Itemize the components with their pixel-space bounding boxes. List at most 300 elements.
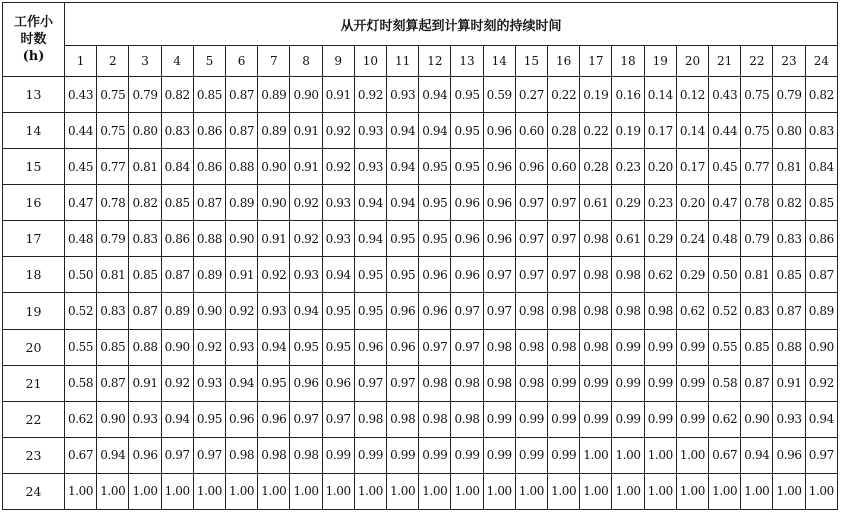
value-cell: 0.98 [226,437,258,473]
value-cell: 0.93 [773,401,805,437]
value-cell: 0.48 [65,221,97,257]
value-cell: 0.43 [709,77,741,113]
value-cell: 0.96 [419,257,451,293]
table-row [3,365,838,401]
column-header: 17 [580,46,612,77]
value-cell: 0.96 [387,293,419,329]
value-cell: 0.62 [709,401,741,437]
value-cell: 1.00 [644,473,676,509]
value-cell: 0.92 [193,329,225,365]
value-cell: 0.91 [773,365,805,401]
value-cell: 0.86 [193,149,225,185]
value-cell: 0.93 [354,113,386,149]
value-cell: 0.99 [515,401,547,437]
value-cell: 0.44 [709,113,741,149]
value-cell: 0.92 [322,149,354,185]
value-cell: 0.98 [387,401,419,437]
column-header: 8 [290,46,322,77]
value-cell: 0.90 [226,221,258,257]
column-header: 5 [193,46,225,77]
value-cell: 0.62 [65,401,97,437]
table-row [3,257,838,293]
value-cell: 0.12 [676,77,708,113]
value-cell: 0.91 [226,257,258,293]
value-cell: 1.00 [258,473,290,509]
value-cell: 0.99 [483,401,515,437]
value-cell: 1.00 [676,437,708,473]
column-header: 10 [354,46,386,77]
column-header: 23 [773,46,805,77]
value-cell: 0.58 [65,365,97,401]
row-hours-cell: 24 [3,473,65,509]
value-cell: 0.99 [419,437,451,473]
value-cell: 1.00 [226,473,258,509]
value-cell: 0.62 [644,257,676,293]
value-cell: 0.98 [258,437,290,473]
row-hours-cell: 23 [3,437,65,473]
value-cell: 0.89 [226,185,258,221]
value-cell: 0.97 [193,437,225,473]
value-cell: 0.61 [612,221,644,257]
value-cell: 0.95 [354,293,386,329]
value-cell: 0.98 [548,329,580,365]
value-cell: 0.86 [805,221,837,257]
value-cell: 1.00 [773,473,805,509]
value-cell: 0.95 [193,401,225,437]
value-cell: 1.00 [483,473,515,509]
column-header: 21 [709,46,741,77]
value-cell: 0.95 [451,77,483,113]
column-header: 3 [129,46,161,77]
column-header: 7 [258,46,290,77]
value-cell: 0.98 [483,365,515,401]
value-cell: 1.00 [515,473,547,509]
value-cell: 0.83 [161,113,193,149]
value-cell: 0.99 [676,365,708,401]
value-cell: 0.98 [612,257,644,293]
value-cell: 0.22 [548,77,580,113]
value-cell: 0.99 [387,437,419,473]
value-cell: 0.43 [65,77,97,113]
value-cell: 0.98 [612,293,644,329]
value-cell: 0.85 [161,185,193,221]
value-cell: 1.00 [709,473,741,509]
value-cell: 0.89 [258,113,290,149]
corner-line-1: 工作小 [13,15,53,30]
value-cell: 0.90 [741,401,773,437]
value-cell: 0.89 [805,293,837,329]
value-cell: 0.98 [548,293,580,329]
value-cell: 0.60 [515,113,547,149]
value-cell: 0.55 [709,329,741,365]
table-row [3,473,838,509]
value-cell: 0.98 [451,401,483,437]
table-row [3,113,838,149]
value-cell: 1.00 [97,473,129,509]
column-header: 24 [805,46,837,77]
value-cell: 0.77 [741,149,773,185]
value-cell: 1.00 [741,473,773,509]
value-cell: 0.61 [580,185,612,221]
value-cell: 0.91 [290,149,322,185]
value-cell: 0.94 [419,77,451,113]
value-cell: 0.99 [580,365,612,401]
value-cell: 0.52 [65,293,97,329]
value-cell: 0.94 [387,185,419,221]
value-cell: 0.29 [644,221,676,257]
value-cell: 0.95 [419,149,451,185]
value-cell: 0.99 [483,437,515,473]
value-cell: 0.97 [548,257,580,293]
value-cell: 0.91 [258,221,290,257]
value-cell: 1.00 [580,473,612,509]
value-cell: 0.98 [515,329,547,365]
value-cell: 0.86 [161,221,193,257]
value-cell: 0.96 [483,113,515,149]
value-cell: 0.96 [258,401,290,437]
value-cell: 0.98 [515,365,547,401]
value-cell: 0.95 [451,113,483,149]
value-cell: 0.98 [580,221,612,257]
value-cell: 0.17 [676,149,708,185]
value-cell: 0.99 [515,437,547,473]
value-cell: 0.94 [161,401,193,437]
value-cell: 0.94 [226,365,258,401]
value-cell: 0.28 [548,113,580,149]
column-header: 12 [419,46,451,77]
value-cell: 0.97 [483,257,515,293]
value-cell: 1.00 [580,437,612,473]
table-row [3,221,838,257]
value-cell: 0.85 [129,257,161,293]
value-cell: 0.78 [97,185,129,221]
value-cell: 0.48 [709,221,741,257]
value-cell: 0.81 [97,257,129,293]
value-cell: 0.91 [322,77,354,113]
value-cell: 0.93 [290,257,322,293]
value-cell: 0.94 [322,257,354,293]
value-cell: 0.55 [65,329,97,365]
value-cell: 0.95 [354,257,386,293]
row-hours-cell: 17 [3,221,65,257]
value-cell: 0.97 [387,365,419,401]
value-cell: 0.85 [193,77,225,113]
value-cell: 0.94 [354,221,386,257]
value-cell: 0.92 [258,257,290,293]
value-cell: 0.90 [805,329,837,365]
value-cell: 0.97 [290,401,322,437]
value-cell: 0.93 [322,221,354,257]
value-cell: 0.97 [419,329,451,365]
value-cell: 0.19 [612,113,644,149]
value-cell: 1.00 [419,473,451,509]
value-cell: 0.81 [773,149,805,185]
value-cell: 1.00 [548,473,580,509]
value-cell: 0.92 [161,365,193,401]
value-cell: 0.98 [451,365,483,401]
row-hours-cell: 21 [3,365,65,401]
column-header: 6 [226,46,258,77]
value-cell: 0.94 [387,113,419,149]
value-cell: 0.84 [161,149,193,185]
value-cell: 0.97 [354,365,386,401]
value-cell: 0.89 [258,77,290,113]
row-hours-cell: 19 [3,293,65,329]
value-cell: 0.96 [451,185,483,221]
value-cell: 0.27 [515,77,547,113]
value-cell: 0.79 [129,77,161,113]
value-cell: 0.87 [226,77,258,113]
value-cell: 1.00 [65,473,97,509]
value-cell: 0.95 [258,365,290,401]
value-cell: 0.75 [741,77,773,113]
value-cell: 0.85 [741,329,773,365]
value-cell: 0.99 [612,365,644,401]
value-cell: 0.87 [193,185,225,221]
table-body [3,77,838,510]
value-cell: 0.98 [580,257,612,293]
value-cell: 0.60 [548,149,580,185]
value-cell: 0.96 [129,437,161,473]
value-cell: 0.16 [612,77,644,113]
value-cell: 0.95 [322,329,354,365]
column-header: 11 [387,46,419,77]
value-cell: 0.82 [161,77,193,113]
value-cell: 0.92 [354,77,386,113]
value-cell: 0.82 [805,77,837,113]
row-hours-cell: 16 [3,185,65,221]
value-cell: 0.87 [226,113,258,149]
value-cell: 0.99 [644,329,676,365]
value-cell: 0.95 [419,185,451,221]
value-cell: 0.23 [644,185,676,221]
value-cell: 0.98 [644,293,676,329]
value-cell: 0.99 [548,437,580,473]
value-cell: 0.96 [387,329,419,365]
value-cell: 0.99 [644,401,676,437]
row-hours-cell: 20 [3,329,65,365]
value-cell: 0.90 [258,149,290,185]
lighting-coefficient-table [2,2,838,510]
value-cell: 1.00 [161,473,193,509]
value-cell: 0.90 [258,185,290,221]
value-cell: 0.67 [709,437,741,473]
value-cell: 0.47 [709,185,741,221]
value-cell: 0.17 [644,113,676,149]
value-cell: 0.98 [580,329,612,365]
value-cell: 0.92 [290,221,322,257]
value-cell: 0.92 [226,293,258,329]
value-cell: 0.97 [548,221,580,257]
value-cell: 0.24 [676,221,708,257]
value-cell: 0.81 [129,149,161,185]
value-cell: 1.00 [290,473,322,509]
value-cell: 0.95 [387,221,419,257]
value-cell: 0.99 [548,365,580,401]
value-cell: 0.96 [483,185,515,221]
value-cell: 0.89 [161,293,193,329]
value-cell: 0.98 [580,293,612,329]
table-row [3,401,838,437]
value-cell: 0.97 [451,293,483,329]
value-cell: 0.87 [741,365,773,401]
column-header: 16 [548,46,580,77]
value-cell: 0.95 [290,329,322,365]
value-cell: 0.96 [226,401,258,437]
value-cell: 0.87 [161,257,193,293]
value-cell: 0.93 [322,185,354,221]
value-cell: 0.92 [322,113,354,149]
value-cell: 0.95 [451,149,483,185]
value-cell: 0.96 [773,437,805,473]
value-cell: 0.99 [322,437,354,473]
value-cell: 0.93 [226,329,258,365]
row-hours-cell: 22 [3,401,65,437]
value-cell: 0.20 [644,149,676,185]
value-cell: 1.00 [387,473,419,509]
value-cell: 0.98 [419,401,451,437]
column-header: 13 [451,46,483,77]
column-header: 9 [322,46,354,77]
value-cell: 0.79 [97,221,129,257]
value-cell: 0.47 [65,185,97,221]
column-header: 15 [515,46,547,77]
corner-line-3: (h) [22,49,45,64]
value-cell: 0.29 [612,185,644,221]
value-cell: 0.88 [773,329,805,365]
value-cell: 0.86 [193,113,225,149]
value-cell: 1.00 [644,437,676,473]
column-header: 4 [161,46,193,77]
value-cell: 0.67 [65,437,97,473]
value-cell: 1.00 [193,473,225,509]
table-row [3,437,838,473]
value-cell: 0.77 [97,149,129,185]
value-cell: 0.96 [483,149,515,185]
value-cell: 0.50 [709,257,741,293]
value-cell: 0.94 [290,293,322,329]
value-cell: 0.99 [612,329,644,365]
row-hours-cell: 15 [3,149,65,185]
value-cell: 0.92 [805,365,837,401]
value-cell: 0.50 [65,257,97,293]
value-cell: 0.94 [97,437,129,473]
value-cell: 0.97 [515,257,547,293]
value-cell: 0.95 [387,257,419,293]
value-cell: 0.87 [97,365,129,401]
value-cell: 0.93 [129,401,161,437]
value-cell: 0.98 [483,329,515,365]
value-cell: 0.96 [451,221,483,257]
value-cell: 0.98 [515,293,547,329]
row-hours-cell: 13 [3,77,65,113]
value-cell: 0.44 [65,113,97,149]
value-cell: 0.99 [644,365,676,401]
value-cell: 0.99 [580,401,612,437]
value-cell: 0.97 [322,401,354,437]
value-cell: 0.81 [741,257,773,293]
value-cell: 0.92 [290,185,322,221]
value-cell: 0.97 [483,293,515,329]
value-cell: 0.52 [709,293,741,329]
value-cell: 0.83 [129,221,161,257]
value-cell: 0.98 [290,437,322,473]
table-row [3,329,838,365]
value-cell: 0.87 [805,257,837,293]
value-cell: 0.82 [129,185,161,221]
value-cell: 0.97 [515,221,547,257]
value-cell: 0.97 [515,185,547,221]
value-cell: 0.14 [644,77,676,113]
value-cell: 0.79 [741,221,773,257]
value-cell: 0.14 [676,113,708,149]
value-cell: 0.97 [161,437,193,473]
duration-super-header: 从开灯时刻算起到计算时刻的持续时间 [65,3,838,46]
value-cell: 1.00 [354,473,386,509]
value-cell: 0.28 [580,149,612,185]
table-row [3,293,838,329]
value-cell: 0.99 [612,401,644,437]
column-header-row [3,46,838,77]
value-cell: 0.97 [451,329,483,365]
table-row [3,149,838,185]
value-cell: 1.00 [612,473,644,509]
value-cell: 0.29 [676,257,708,293]
value-cell: 0.88 [129,329,161,365]
value-cell: 0.91 [129,365,161,401]
value-cell: 0.95 [419,221,451,257]
value-cell: 0.97 [805,437,837,473]
value-cell: 0.96 [419,293,451,329]
value-cell: 0.82 [773,185,805,221]
value-cell: 0.91 [290,113,322,149]
value-cell: 0.99 [548,401,580,437]
value-cell: 0.83 [741,293,773,329]
value-cell: 0.88 [193,221,225,257]
value-cell: 0.95 [322,293,354,329]
value-cell: 1.00 [322,473,354,509]
value-cell: 0.96 [451,257,483,293]
value-cell: 0.94 [419,113,451,149]
column-header: 14 [483,46,515,77]
value-cell: 0.98 [354,401,386,437]
table-row [3,185,838,221]
value-cell: 0.93 [193,365,225,401]
value-cell: 0.89 [193,257,225,293]
value-cell: 1.00 [612,437,644,473]
row-hours-cell: 14 [3,113,65,149]
value-cell: 1.00 [129,473,161,509]
value-cell: 0.83 [97,293,129,329]
value-cell: 0.96 [290,365,322,401]
value-cell: 0.93 [354,149,386,185]
value-cell: 0.23 [612,149,644,185]
column-header: 1 [65,46,97,77]
value-cell: 0.59 [483,77,515,113]
value-cell: 0.96 [515,149,547,185]
value-cell: 0.87 [129,293,161,329]
value-cell: 0.90 [97,401,129,437]
value-cell: 0.83 [773,221,805,257]
value-cell: 0.45 [709,149,741,185]
value-cell: 0.98 [419,365,451,401]
value-cell: 0.79 [773,77,805,113]
column-header: 20 [676,46,708,77]
value-cell: 0.19 [580,77,612,113]
column-header: 22 [741,46,773,77]
value-cell: 0.99 [676,401,708,437]
value-cell: 0.45 [65,149,97,185]
